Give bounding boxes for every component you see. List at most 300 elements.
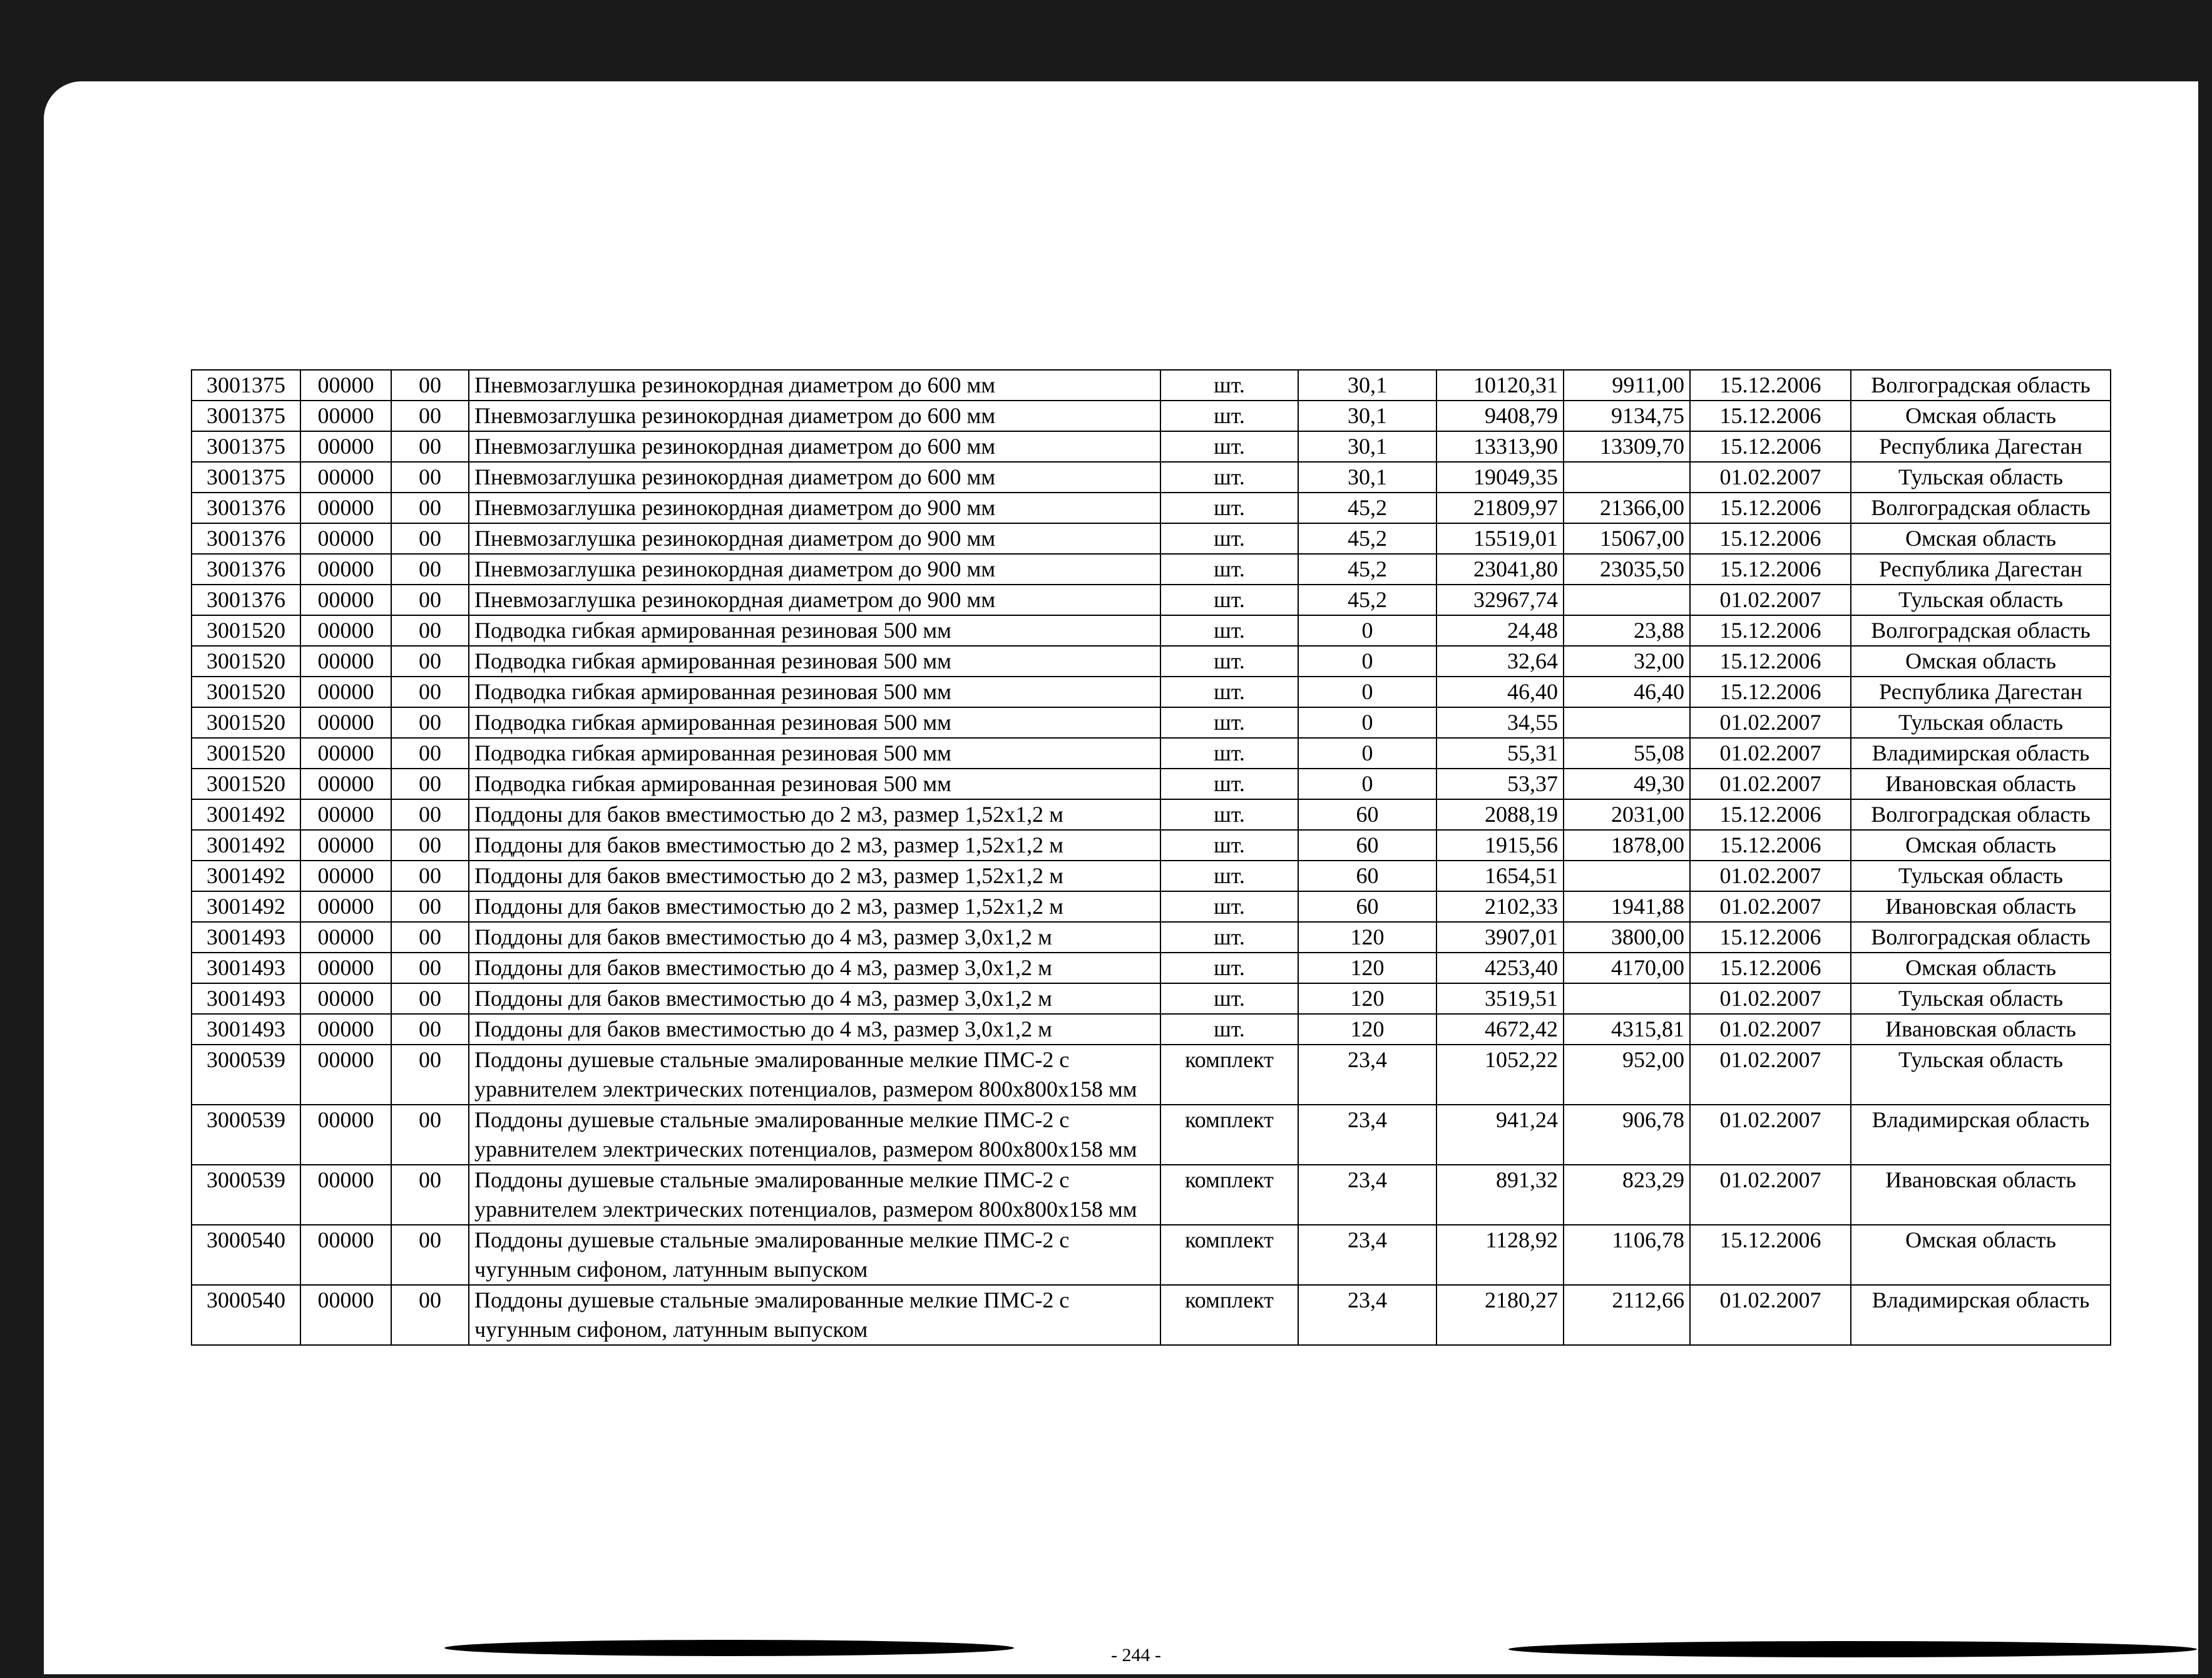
cell-c3: 00	[391, 646, 469, 677]
cell-price1: 1052,22	[1436, 1045, 1564, 1105]
cell-region: Волгоградская область	[1851, 493, 2111, 523]
table-row	[192, 1165, 2111, 1225]
cell-c3: 00	[391, 953, 469, 983]
cell-price2: 32,00	[1564, 646, 1690, 677]
cell-weight: 60	[1298, 799, 1436, 830]
cell-name: Подводка гибкая армированная резиновая 500 мм	[469, 677, 1160, 707]
cell-price2: 15067,00	[1564, 523, 1690, 554]
cell-c2: 00000	[300, 1045, 391, 1105]
cell-region: Волгоградская область	[1851, 370, 2111, 401]
cell-name: Поддоны душевые стальные эмалированные мелкие ПМС-2 с чугунным сифоном, латунным выпуском	[469, 1285, 1160, 1345]
cell-c3: 00	[391, 1045, 469, 1105]
cell-code: 3001376	[192, 585, 300, 615]
cell-c3: 00	[391, 891, 469, 922]
cell-price1: 55,31	[1436, 738, 1564, 769]
cell-name: Поддоны для баков вместимостью до 2 м3, размер 1,52x1,2 м	[469, 799, 1160, 830]
cell-c3: 00	[391, 493, 469, 523]
cell-c2: 00000	[300, 1105, 391, 1165]
cell-region: Ивановская область	[1851, 891, 2111, 922]
cell-region: Тульская область	[1851, 1045, 2111, 1105]
cell-c2: 00000	[300, 370, 391, 401]
scan-edge	[2198, 0, 2212, 1678]
cell-weight: 30,1	[1298, 431, 1436, 462]
cell-price1: 4672,42	[1436, 1014, 1564, 1045]
cell-c2: 00000	[300, 1165, 391, 1225]
cell-region: Омская область	[1851, 953, 2111, 983]
cell-c2: 00000	[300, 769, 391, 799]
cell-region: Владимирская область	[1851, 1285, 2111, 1345]
cell-region: Владимирская область	[1851, 1105, 2111, 1165]
cell-weight: 60	[1298, 861, 1436, 891]
cell-c3: 00	[391, 677, 469, 707]
cell-region: Омская область	[1851, 830, 2111, 861]
cell-date: 15.12.2006	[1690, 615, 1851, 646]
cell-price1: 32967,74	[1436, 585, 1564, 615]
cell-c2: 00000	[300, 1014, 391, 1045]
cell-code: 3000539	[192, 1105, 300, 1165]
cell-name: Поддоны душевые стальные эмалированные мелкие ПМС-2 с уравнителем электрических потенциалов, размером 800x800x158 мм	[469, 1165, 1160, 1225]
cell-code: 3001520	[192, 738, 300, 769]
table-row	[192, 677, 2111, 707]
cell-region: Волгоградская область	[1851, 615, 2111, 646]
cell-code: 3001520	[192, 677, 300, 707]
cell-region: Ивановская область	[1851, 1014, 2111, 1045]
cell-name: Пневмозаглушка резинокордная диаметром до 600 мм	[469, 462, 1160, 493]
cell-c3: 00	[391, 615, 469, 646]
table-row	[192, 922, 2111, 953]
cell-region: Омская область	[1851, 401, 2111, 431]
cell-name: Поддоны для баков вместимостью до 4 м3, размер 3,0x1,2 м	[469, 983, 1160, 1014]
cell-weight: 120	[1298, 922, 1436, 953]
cell-price2: 46,40	[1564, 677, 1690, 707]
cell-region: Волгоградская область	[1851, 922, 2111, 953]
cell-region: Омская область	[1851, 1225, 2111, 1285]
cell-name: Пневмозаглушка резинокордная диаметром до 900 мм	[469, 585, 1160, 615]
cell-date: 15.12.2006	[1690, 953, 1851, 983]
cell-c2: 00000	[300, 646, 391, 677]
cell-date: 15.12.2006	[1690, 493, 1851, 523]
cell-unit: шт.	[1160, 830, 1298, 861]
cell-weight: 45,2	[1298, 585, 1436, 615]
cell-c3: 00	[391, 769, 469, 799]
cell-unit: шт.	[1160, 677, 1298, 707]
cell-code: 3000539	[192, 1045, 300, 1105]
cell-date: 01.02.2007	[1690, 707, 1851, 738]
table-row	[192, 769, 2111, 799]
cell-region: Владимирская область	[1851, 738, 2111, 769]
cell-name: Пневмозаглушка резинокордная диаметром до 900 мм	[469, 493, 1160, 523]
cell-c2: 00000	[300, 401, 391, 431]
cell-unit: шт.	[1160, 523, 1298, 554]
cell-price2: 23,88	[1564, 615, 1690, 646]
cell-weight: 30,1	[1298, 401, 1436, 431]
cell-price1: 19049,35	[1436, 462, 1564, 493]
cell-code: 3001375	[192, 462, 300, 493]
table-row	[192, 1285, 2111, 1345]
cell-name: Поддоны душевые стальные эмалированные мелкие ПМС-2 с чугунным сифоном, латунным выпуском	[469, 1225, 1160, 1285]
cell-price1: 15519,01	[1436, 523, 1564, 554]
cell-price2: 1941,88	[1564, 891, 1690, 922]
cell-unit: комплект	[1160, 1165, 1298, 1225]
table-row	[192, 1014, 2111, 1045]
cell-price2: 49,30	[1564, 769, 1690, 799]
cell-date: 01.02.2007	[1690, 861, 1851, 891]
cell-date: 01.02.2007	[1690, 1045, 1851, 1105]
cell-date: 15.12.2006	[1690, 401, 1851, 431]
cell-c2: 00000	[300, 799, 391, 830]
cell-unit: шт.	[1160, 585, 1298, 615]
cell-unit: шт.	[1160, 462, 1298, 493]
cell-date: 15.12.2006	[1690, 370, 1851, 401]
cell-weight: 120	[1298, 1014, 1436, 1045]
cell-price1: 9408,79	[1436, 401, 1564, 431]
cell-region: Республика Дагестан	[1851, 677, 2111, 707]
cell-c3: 00	[391, 861, 469, 891]
cell-price1: 53,37	[1436, 769, 1564, 799]
cell-weight: 23,4	[1298, 1285, 1436, 1345]
table-row	[192, 738, 2111, 769]
cell-c3: 00	[391, 431, 469, 462]
price-table	[191, 369, 2111, 1346]
cell-price1: 13313,90	[1436, 431, 1564, 462]
cell-price1: 2102,33	[1436, 891, 1564, 922]
cell-price2: 2031,00	[1564, 799, 1690, 830]
cell-code: 3001520	[192, 646, 300, 677]
cell-name: Подводка гибкая армированная резиновая 500 мм	[469, 615, 1160, 646]
cell-date: 15.12.2006	[1690, 830, 1851, 861]
cell-c3: 00	[391, 738, 469, 769]
cell-unit: шт.	[1160, 738, 1298, 769]
cell-code: 3001520	[192, 615, 300, 646]
table-row	[192, 401, 2111, 431]
cell-unit: шт.	[1160, 891, 1298, 922]
cell-price2: 23035,50	[1564, 554, 1690, 585]
cell-region: Тульская область	[1851, 861, 2111, 891]
cell-weight: 120	[1298, 953, 1436, 983]
cell-c2: 00000	[300, 830, 391, 861]
cell-price1: 1654,51	[1436, 861, 1564, 891]
cell-unit: шт.	[1160, 646, 1298, 677]
cell-region: Тульская область	[1851, 462, 2111, 493]
cell-price1: 24,48	[1436, 615, 1564, 646]
cell-date: 01.02.2007	[1690, 891, 1851, 922]
cell-date: 01.02.2007	[1690, 1014, 1851, 1045]
cell-weight: 60	[1298, 891, 1436, 922]
cell-price2: 952,00	[1564, 1045, 1690, 1105]
cell-code: 3001520	[192, 707, 300, 738]
cell-c2: 00000	[300, 1225, 391, 1285]
cell-region: Тульская область	[1851, 983, 2111, 1014]
table-row	[192, 646, 2111, 677]
cell-unit: шт.	[1160, 799, 1298, 830]
cell-unit: шт.	[1160, 554, 1298, 585]
cell-price2	[1564, 462, 1690, 493]
cell-price1: 2180,27	[1436, 1285, 1564, 1345]
cell-c2: 00000	[300, 738, 391, 769]
cell-name: Поддоны для баков вместимостью до 4 м3, размер 3,0x1,2 м	[469, 953, 1160, 983]
cell-c2: 00000	[300, 891, 391, 922]
cell-c3: 00	[391, 1225, 469, 1285]
cell-region: Республика Дагестан	[1851, 431, 2111, 462]
cell-date: 01.02.2007	[1690, 1105, 1851, 1165]
cell-price2: 9134,75	[1564, 401, 1690, 431]
cell-price1: 1915,56	[1436, 830, 1564, 861]
cell-weight: 30,1	[1298, 370, 1436, 401]
cell-c2: 00000	[300, 677, 391, 707]
cell-price2	[1564, 707, 1690, 738]
table-row	[192, 585, 2111, 615]
cell-c2: 00000	[300, 707, 391, 738]
cell-weight: 0	[1298, 646, 1436, 677]
cell-unit: шт.	[1160, 370, 1298, 401]
cell-c3: 00	[391, 1105, 469, 1165]
cell-date: 01.02.2007	[1690, 769, 1851, 799]
cell-date: 01.02.2007	[1690, 1165, 1851, 1225]
cell-date: 15.12.2006	[1690, 1225, 1851, 1285]
cell-c3: 00	[391, 554, 469, 585]
cell-price1: 34,55	[1436, 707, 1564, 738]
cell-name: Подводка гибкая армированная резиновая 500 мм	[469, 707, 1160, 738]
cell-weight: 30,1	[1298, 462, 1436, 493]
cell-unit: шт.	[1160, 615, 1298, 646]
cell-code: 3001375	[192, 370, 300, 401]
cell-c3: 00	[391, 983, 469, 1014]
cell-price2: 1106,78	[1564, 1225, 1690, 1285]
cell-price1: 4253,40	[1436, 953, 1564, 983]
cell-code: 3001375	[192, 431, 300, 462]
cell-unit: шт.	[1160, 953, 1298, 983]
table-row	[192, 830, 2111, 861]
cell-weight: 23,4	[1298, 1165, 1436, 1225]
scan-smudge	[444, 1640, 1014, 1656]
cell-price2: 21366,00	[1564, 493, 1690, 523]
cell-price1: 3519,51	[1436, 983, 1564, 1014]
cell-price2: 55,08	[1564, 738, 1690, 769]
cell-c2: 00000	[300, 431, 391, 462]
cell-weight: 23,4	[1298, 1045, 1436, 1105]
cell-c3: 00	[391, 707, 469, 738]
table-row	[192, 493, 2111, 523]
table-row	[192, 861, 2111, 891]
cell-weight: 120	[1298, 983, 1436, 1014]
cell-price2: 2112,66	[1564, 1285, 1690, 1345]
cell-c3: 00	[391, 799, 469, 830]
table-row	[192, 891, 2111, 922]
cell-name: Поддоны для баков вместимостью до 2 м3, размер 1,52x1,2 м	[469, 861, 1160, 891]
cell-date: 15.12.2006	[1690, 554, 1851, 585]
cell-name: Пневмозаглушка резинокордная диаметром до 600 мм	[469, 370, 1160, 401]
table-body	[192, 370, 2111, 1345]
cell-weight: 0	[1298, 738, 1436, 769]
table-row	[192, 1045, 2111, 1105]
cell-code: 3000540	[192, 1285, 300, 1345]
cell-date: 15.12.2006	[1690, 523, 1851, 554]
cell-name: Подводка гибкая армированная резиновая 500 мм	[469, 769, 1160, 799]
cell-code: 3001492	[192, 799, 300, 830]
cell-c2: 00000	[300, 462, 391, 493]
cell-c3: 00	[391, 523, 469, 554]
cell-c2: 00000	[300, 922, 391, 953]
cell-date: 01.02.2007	[1690, 983, 1851, 1014]
cell-name: Пневмозаглушка резинокордная диаметром до 600 мм	[469, 401, 1160, 431]
table-row	[192, 370, 2111, 401]
cell-unit: шт.	[1160, 922, 1298, 953]
cell-weight: 45,2	[1298, 493, 1436, 523]
cell-c3: 00	[391, 370, 469, 401]
cell-price2: 4170,00	[1564, 953, 1690, 983]
cell-c2: 00000	[300, 861, 391, 891]
table-row	[192, 707, 2111, 738]
cell-unit: шт.	[1160, 431, 1298, 462]
cell-code: 3001375	[192, 401, 300, 431]
cell-price2	[1564, 861, 1690, 891]
cell-c2: 00000	[300, 554, 391, 585]
cell-c3: 00	[391, 1165, 469, 1225]
page-number: - 244 -	[1111, 1645, 1161, 1665]
cell-weight: 60	[1298, 830, 1436, 861]
cell-weight: 23,4	[1298, 1105, 1436, 1165]
cell-c2: 00000	[300, 493, 391, 523]
cell-price2: 906,78	[1564, 1105, 1690, 1165]
cell-region: Тульская область	[1851, 585, 2111, 615]
cell-unit: шт.	[1160, 401, 1298, 431]
cell-region: Ивановская область	[1851, 1165, 2111, 1225]
cell-unit: шт.	[1160, 493, 1298, 523]
cell-price1: 46,40	[1436, 677, 1564, 707]
cell-date: 01.02.2007	[1690, 738, 1851, 769]
cell-date: 15.12.2006	[1690, 922, 1851, 953]
cell-unit: шт.	[1160, 861, 1298, 891]
cell-c3: 00	[391, 922, 469, 953]
cell-price2	[1564, 585, 1690, 615]
cell-name: Поддоны для баков вместимостью до 4 м3, размер 3,0x1,2 м	[469, 1014, 1160, 1045]
cell-region: Республика Дагестан	[1851, 554, 2111, 585]
cell-c2: 00000	[300, 983, 391, 1014]
cell-c2: 00000	[300, 523, 391, 554]
cell-price1: 2088,19	[1436, 799, 1564, 830]
table-row	[192, 523, 2111, 554]
cell-date: 01.02.2007	[1690, 462, 1851, 493]
cell-name: Поддоны душевые стальные эмалированные мелкие ПМС-2 с уравнителем электрических потенциалов, размером 800x800x158 мм	[469, 1105, 1160, 1165]
cell-weight: 0	[1298, 615, 1436, 646]
cell-weight: 0	[1298, 677, 1436, 707]
cell-weight: 0	[1298, 769, 1436, 799]
cell-code: 3001493	[192, 983, 300, 1014]
cell-code: 3000540	[192, 1225, 300, 1285]
cell-name: Поддоны душевые стальные эмалированные мелкие ПМС-2 с уравнителем электрических потенциалов, размером 800x800x158 мм	[469, 1045, 1160, 1105]
cell-c2: 00000	[300, 615, 391, 646]
cell-price1: 941,24	[1436, 1105, 1564, 1165]
cell-code: 3001493	[192, 922, 300, 953]
cell-c3: 00	[391, 1285, 469, 1345]
cell-code: 3001492	[192, 861, 300, 891]
cell-date: 15.12.2006	[1690, 431, 1851, 462]
cell-date: 01.02.2007	[1690, 1285, 1851, 1345]
cell-region: Ивановская область	[1851, 769, 2111, 799]
cell-region: Тульская область	[1851, 707, 2111, 738]
cell-price1: 10120,31	[1436, 370, 1564, 401]
cell-weight: 45,2	[1298, 554, 1436, 585]
cell-code: 3001493	[192, 953, 300, 983]
cell-unit: шт.	[1160, 707, 1298, 738]
cell-price2	[1564, 983, 1690, 1014]
cell-date: 15.12.2006	[1690, 677, 1851, 707]
cell-code: 3001492	[192, 891, 300, 922]
scan-smudge	[1508, 1641, 2197, 1657]
cell-price1: 23041,80	[1436, 554, 1564, 585]
table-row	[192, 462, 2111, 493]
cell-code: 3001376	[192, 523, 300, 554]
cell-price2: 3800,00	[1564, 922, 1690, 953]
table-row	[192, 431, 2111, 462]
table-row	[192, 799, 2111, 830]
cell-name: Подводка гибкая армированная резиновая 500 мм	[469, 738, 1160, 769]
cell-unit: комплект	[1160, 1225, 1298, 1285]
cell-name: Поддоны для баков вместимостью до 2 м3, размер 1,52x1,2 м	[469, 891, 1160, 922]
cell-unit: шт.	[1160, 1014, 1298, 1045]
cell-price2: 9911,00	[1564, 370, 1690, 401]
cell-code: 3001376	[192, 554, 300, 585]
cell-c3: 00	[391, 462, 469, 493]
cell-name: Поддоны для баков вместимостью до 2 м3, размер 1,52x1,2 м	[469, 830, 1160, 861]
cell-code: 3000539	[192, 1165, 300, 1225]
table-row	[192, 953, 2111, 983]
cell-name: Поддоны для баков вместимостью до 4 м3, размер 3,0x1,2 м	[469, 922, 1160, 953]
cell-c3: 00	[391, 401, 469, 431]
cell-date: 15.12.2006	[1690, 646, 1851, 677]
cell-code: 3001520	[192, 769, 300, 799]
cell-price2: 823,29	[1564, 1165, 1690, 1225]
cell-date: 15.12.2006	[1690, 799, 1851, 830]
cell-name: Подводка гибкая армированная резиновая 500 мм	[469, 646, 1160, 677]
cell-weight: 45,2	[1298, 523, 1436, 554]
cell-c3: 00	[391, 830, 469, 861]
cell-price1: 3907,01	[1436, 922, 1564, 953]
table-row	[192, 554, 2111, 585]
cell-weight: 0	[1298, 707, 1436, 738]
cell-unit: комплект	[1160, 1105, 1298, 1165]
cell-code: 3001493	[192, 1014, 300, 1045]
cell-price2: 4315,81	[1564, 1014, 1690, 1045]
cell-region: Волгоградская область	[1851, 799, 2111, 830]
cell-weight: 23,4	[1298, 1225, 1436, 1285]
cell-price1: 32,64	[1436, 646, 1564, 677]
table-row	[192, 1225, 2111, 1285]
cell-price2: 1878,00	[1564, 830, 1690, 861]
cell-price1: 891,32	[1436, 1165, 1564, 1225]
cell-unit: шт.	[1160, 769, 1298, 799]
cell-name: Пневмозаглушка резинокордная диаметром до 900 мм	[469, 523, 1160, 554]
cell-name: Пневмозаглушка резинокордная диаметром до 900 мм	[469, 554, 1160, 585]
table-row	[192, 615, 2111, 646]
cell-unit: комплект	[1160, 1285, 1298, 1345]
table-row	[192, 1105, 2111, 1165]
cell-code: 3001376	[192, 493, 300, 523]
cell-unit: комплект	[1160, 1045, 1298, 1105]
cell-region: Омская область	[1851, 523, 2111, 554]
cell-price1: 21809,97	[1436, 493, 1564, 523]
cell-c2: 00000	[300, 1285, 391, 1345]
cell-c3: 00	[391, 585, 469, 615]
cell-name: Пневмозаглушка резинокордная диаметром до 600 мм	[469, 431, 1160, 462]
cell-date: 01.02.2007	[1690, 585, 1851, 615]
cell-c3: 00	[391, 1014, 469, 1045]
cell-c2: 00000	[300, 585, 391, 615]
cell-unit: шт.	[1160, 983, 1298, 1014]
table-row	[192, 983, 2111, 1014]
cell-c2: 00000	[300, 953, 391, 983]
cell-price2: 13309,70	[1564, 431, 1690, 462]
